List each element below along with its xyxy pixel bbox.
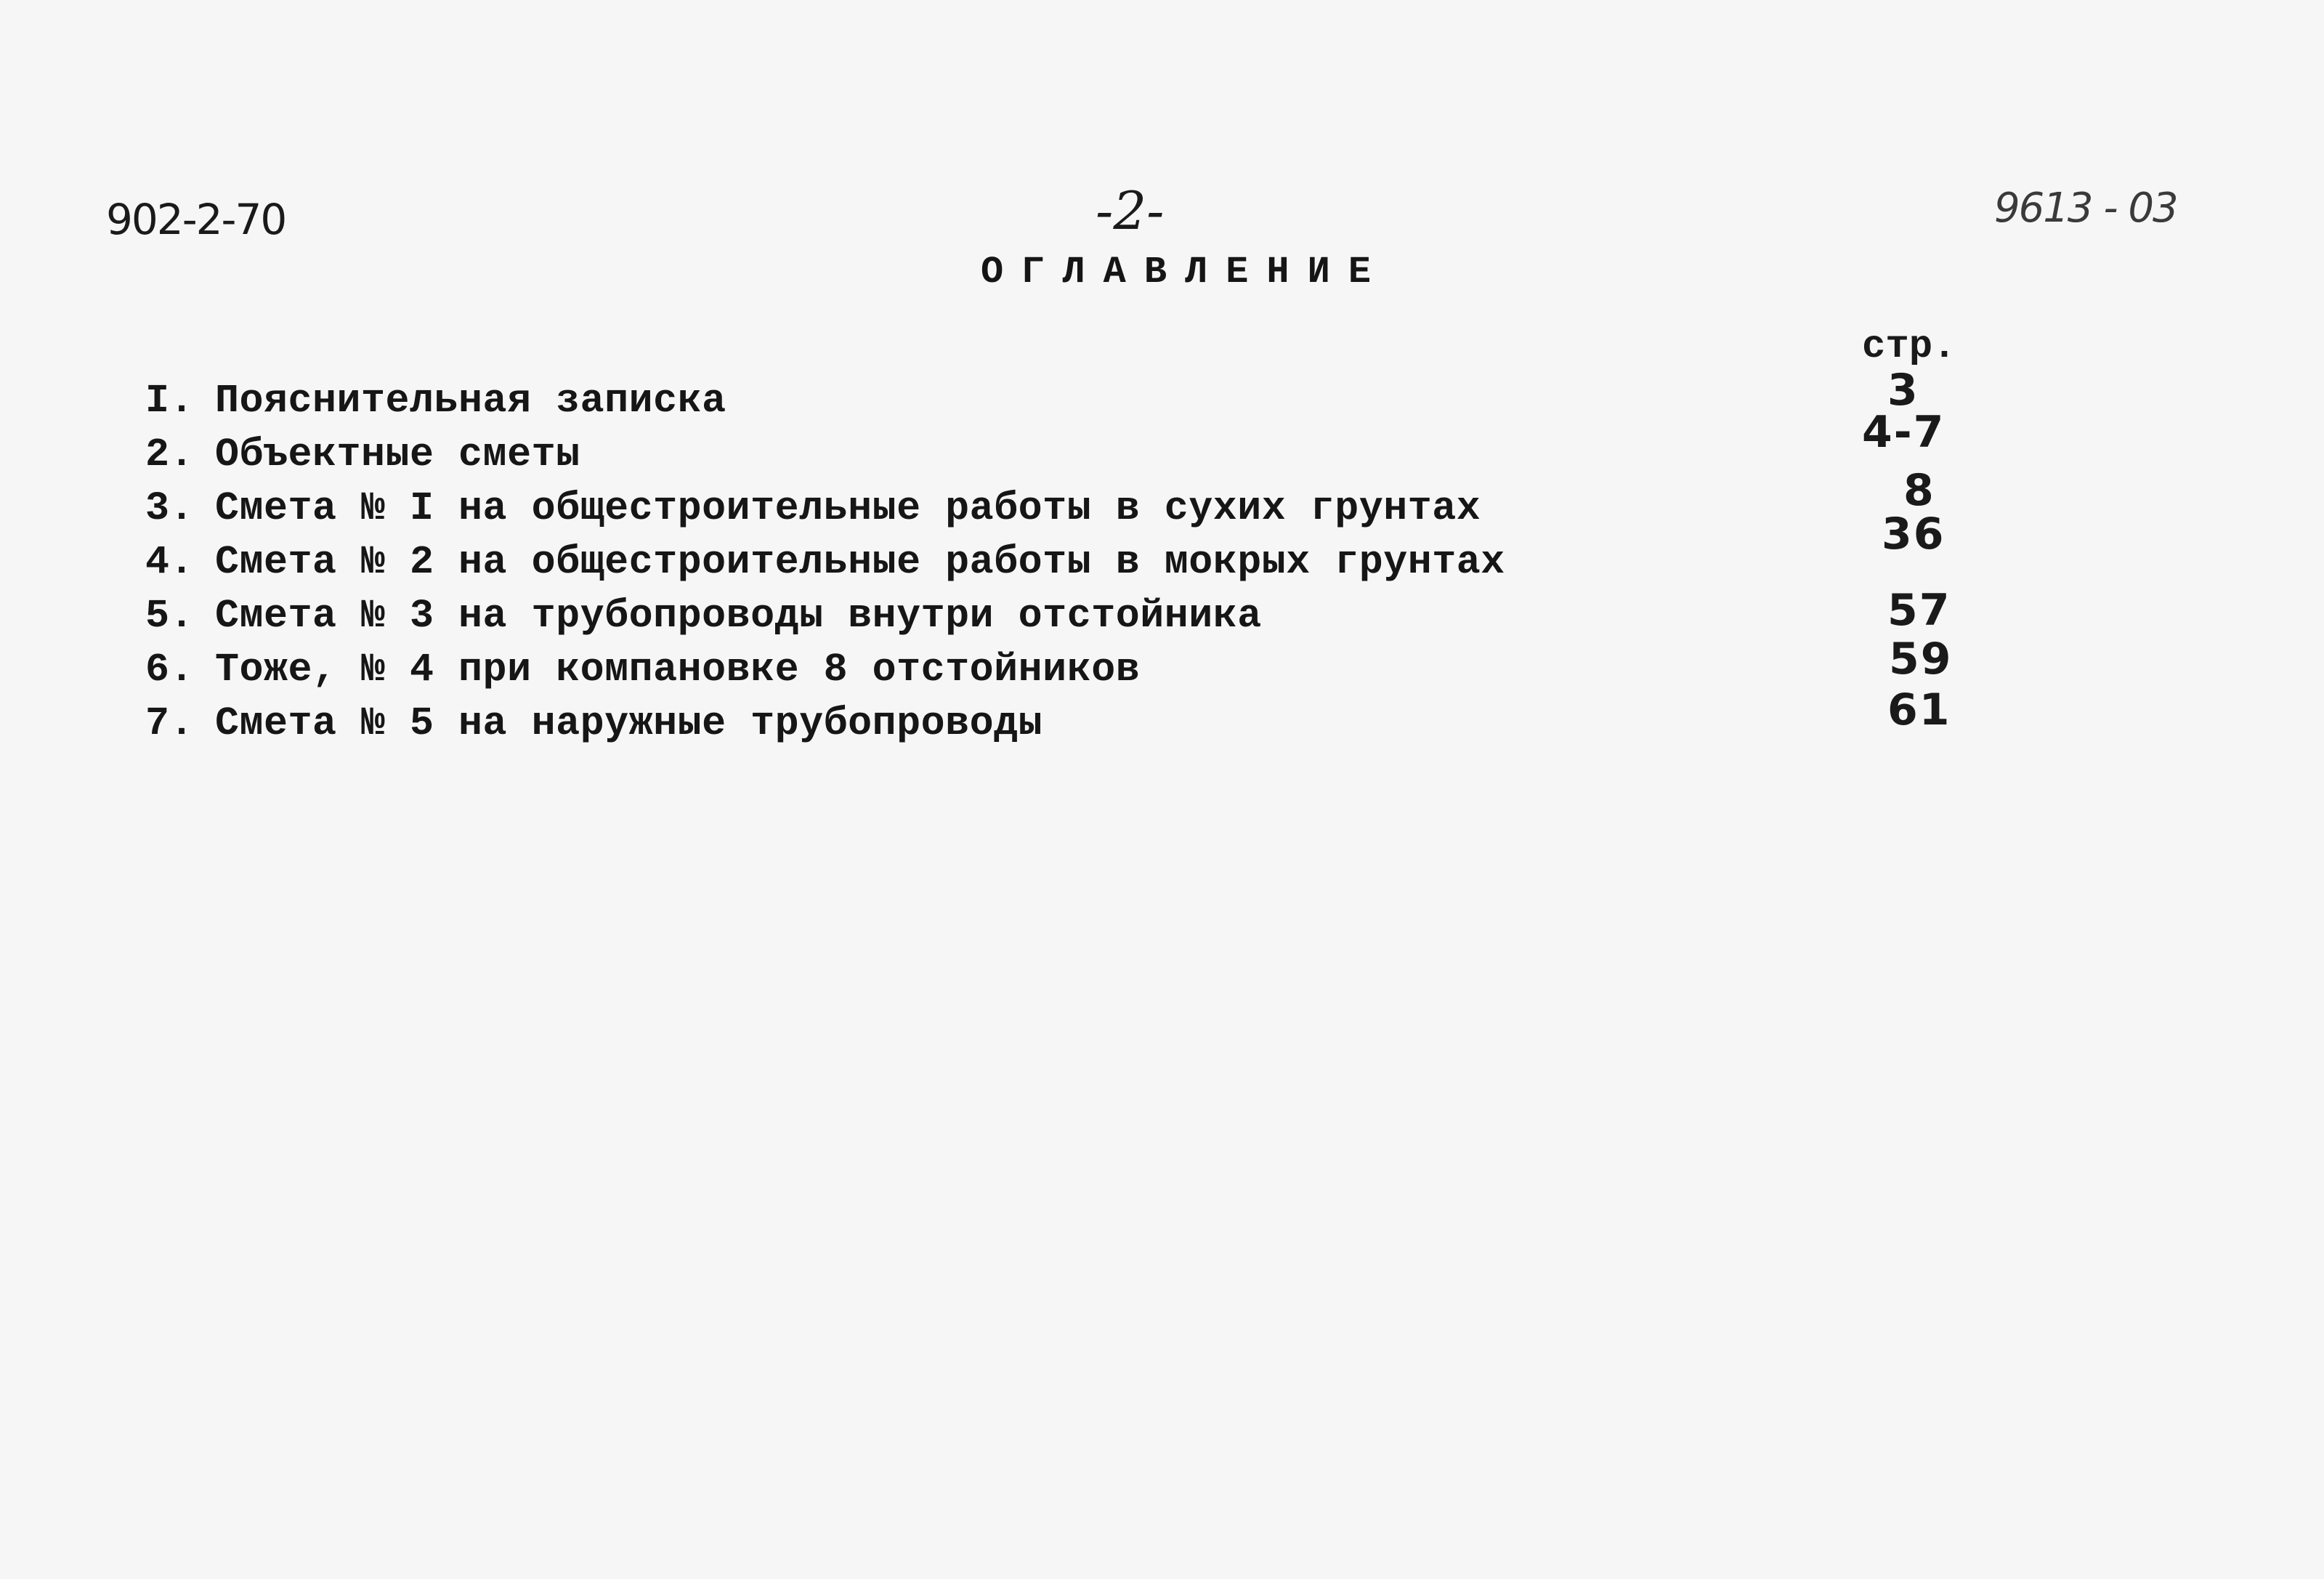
toc-list — [145, 374, 1505, 751]
toc-entry — [145, 536, 1505, 589]
toc-page-ref: 36 — [1882, 509, 1946, 560]
toc-title: ОГЛАВЛЕНИЕ — [981, 251, 1390, 294]
toc-entry — [145, 589, 1505, 643]
toc-entry-number: 2. — [145, 432, 195, 477]
toc-entry — [145, 643, 1505, 697]
toc-page-ref: 61 — [1887, 684, 1951, 735]
toc-entry — [145, 374, 1505, 428]
toc-entry-number: 4. — [145, 539, 195, 585]
toc-entry-text: Смета № 3 на трубопроводы внутри отстойника — [215, 593, 1262, 639]
toc-entry-text: Объектные сметы — [215, 432, 580, 477]
toc-entry-text: Пояснительная записка — [215, 378, 726, 424]
page-number: -2- — [1096, 180, 1165, 241]
toc-page-ref: 4-7 — [1862, 407, 1946, 458]
toc-entry-number: 6. — [145, 647, 195, 692]
toc-entry-number: 3. — [145, 485, 195, 531]
toc-entry — [145, 428, 1505, 482]
toc-entry — [145, 482, 1505, 536]
page-column-header: стр. — [1862, 325, 1956, 369]
toc-entry-number: I. — [145, 378, 195, 424]
toc-entry-text: Тоже, № 4 при компановке 8 отстойников — [215, 647, 1141, 692]
toc-entry-text: Смета № 5 на наружные трубопроводы — [215, 700, 1043, 746]
document-code: 902-2-70 — [106, 195, 286, 244]
toc-page-ref: 59 — [1889, 634, 1953, 684]
archive-number: 9613 - 03 — [1994, 185, 2177, 232]
toc-entry-text: Смета № I на общестроительные работы в сухих грунтах — [215, 485, 1481, 531]
toc-entry-text: Смета № 2 на общестроительные работы в мокрых грунтах — [215, 539, 1505, 585]
toc-page-ref: 3 — [1887, 365, 1919, 416]
toc-page-ref: 8 — [1903, 465, 1935, 516]
toc-entry-number: 5. — [145, 593, 195, 639]
toc-page-ref: 57 — [1887, 585, 1951, 636]
toc-entry-number: 7. — [145, 700, 195, 746]
toc-entry — [145, 697, 1505, 751]
